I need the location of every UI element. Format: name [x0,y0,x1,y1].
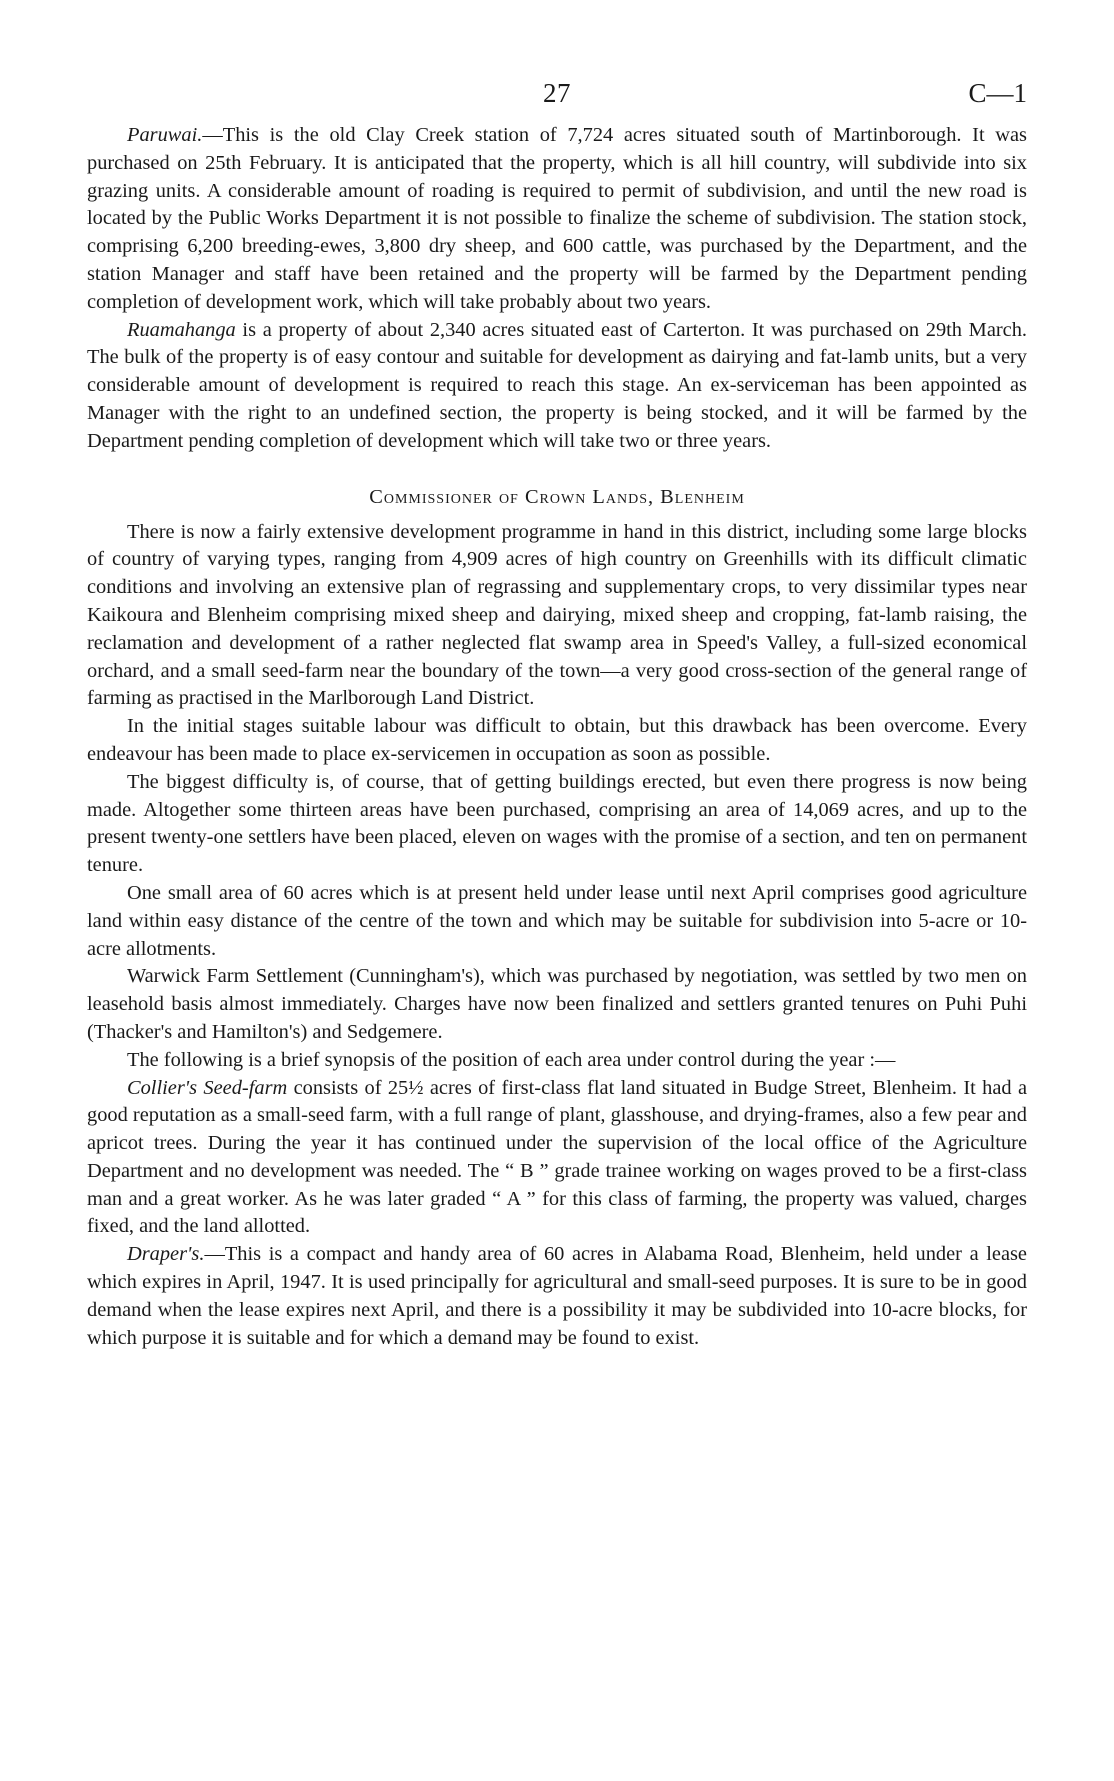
paragraph-text: —This is a compact and handy area of 60 acres in Alabama Road, Blenheim, held under a lease which expires in April, 1947. It is used principally for agricultural and small-seed purposes. It is sure to be in good demand when the lease expires next April, and there is a possibility it may be subdivided into 10-acre blocks, for which purpose it is suitable and for which a demand may be found to exist. [87,1243,1027,1349]
paragraph-text: Warwick Farm Settlement (Cunningham's), which was purchased by negotiation, was settled by two men on leasehold basis almost immediately. Charges have now been finalized and settlers granted tenures on Puhi Puhi (Thacker's and Hamilton's) and Sedgemere. [87,965,1027,1043]
page-number: 27 [543,78,571,108]
paragraph [87,769,1027,880]
paragraph-text: In the initial stages suitable labour was difficult to obtain, but this drawback has been overcome. Every endeavour has been made to place ex-servicemen in occupation as soon as possible. [87,715,1027,765]
paragraph-drapers [87,1241,1027,1352]
page-header [87,78,1027,118]
paragraph [87,1047,1027,1075]
paragraph-lead: Paruwai. [127,124,203,146]
paragraph-text: One small area of 60 acres which is at present held under lease until next April comprises good agriculture land within easy distance of the centre of the town and which may be suitable for subdivision into 5-acre or 10-acre allotments. [87,881,1027,960]
paragraph-colliers-seed-farm [87,1075,1027,1242]
paragraph-text: There is now a fairly extensive development programme in hand in this district, including some large blocks of country of varying types, ranging from 4,909 acres of high country on Greenhills with its difficult climatic conditions and involving an extensive plan of regrassing and supplementary crops, to very dissimilar types near Kaikoura and Blenheim comprising mixed sheep and dairying, mixed sheep and cropping, fat-lamb raising, the reclamation and development of a rather neglected flat swamp area in Speed's Valley, a full-sized economical orchard, and a small seed-farm near the boundary of the town—a very good cross-section of the general range of farming as practised in the Marlborough Land District. [87,520,1027,710]
section-reference: C—1 [968,78,1027,108]
paragraph-text: The following is a brief synopsis of the position of each area under control during the year :— [127,1048,896,1071]
body-text [87,122,1027,1352]
paragraph-text: consists of 25½ acres of first-class flat land situated in Budge Street, Blenheim. It had a good reputation as a small-seed farm, with a full range of plant, glasshouse, and drying-frames, also a few pear and apricot trees. During the year it has continued under the supervision of the local office of the Agriculture Department and no development was needed. The “ B ” grade trainee working on wages proved to be a first-class man and a great worker. As he was later graded “ A ” for this class of farming, the property was valued, charges fixed, and the land allotted. [87,1076,1027,1238]
paragraph-lead: Ruamahanga [127,318,236,341]
paragraph-text: is a property of about 2,340 acres situated east of Carterton. It was purchased on 29th March. The bulk of the property is of easy contour and suitable for development as dairying and fat-lamb units, but a very considerable amount of development is required to reach this stage. An ex-serviceman has been appointed as Manager with the right to an undefined section, the property is being stocked, and it will be farmed by the Department pending completion of development which will take two or three years. [87,318,1027,452]
paragraph-lead: Draper's. [127,1243,205,1266]
paragraph-paruwai [87,122,1027,317]
paragraph [87,713,1027,769]
paragraph-lead: Collier's Seed-farm [127,1076,288,1099]
paragraph-text: The biggest difficulty is, of course, that of getting buildings erected, but even there progress is now being made. Altogether some thirteen areas have been purchased, comprising an area of 14,069 acres, and up to the present twenty-one settlers have been placed, eleven on wages with the promise of a section, and ten on permanent tenure. [87,770,1027,877]
paragraph [87,963,1027,1046]
paragraph [87,519,1027,714]
section-heading: Commissioner of Crown Lands, Blenheim [369,485,745,508]
paragraph [87,880,1027,963]
document-page [87,78,1027,1352]
paragraph-ruamahanga [87,317,1027,456]
paragraph-text: —This is the old Clay Creek station of 7,724 acres situated south of Martinborough. It was purchased on 25th February. It is anticipated that the property, which is all hill country, will subdivide into six grazing units. A considerable amount of roading is required to permit of subdivision, and until the new road is located by the Public Works Department it is not possible to finalize the scheme of subdivision. The station stock, comprising 6,200 breeding-ewes, 3,800 dry sheep, and 600 cattle, was purchased by the Department, and the station Manager and staff have been retained and the property will be farmed by the Department pending completion of development work, which will take probably about two years. [87,124,1027,313]
